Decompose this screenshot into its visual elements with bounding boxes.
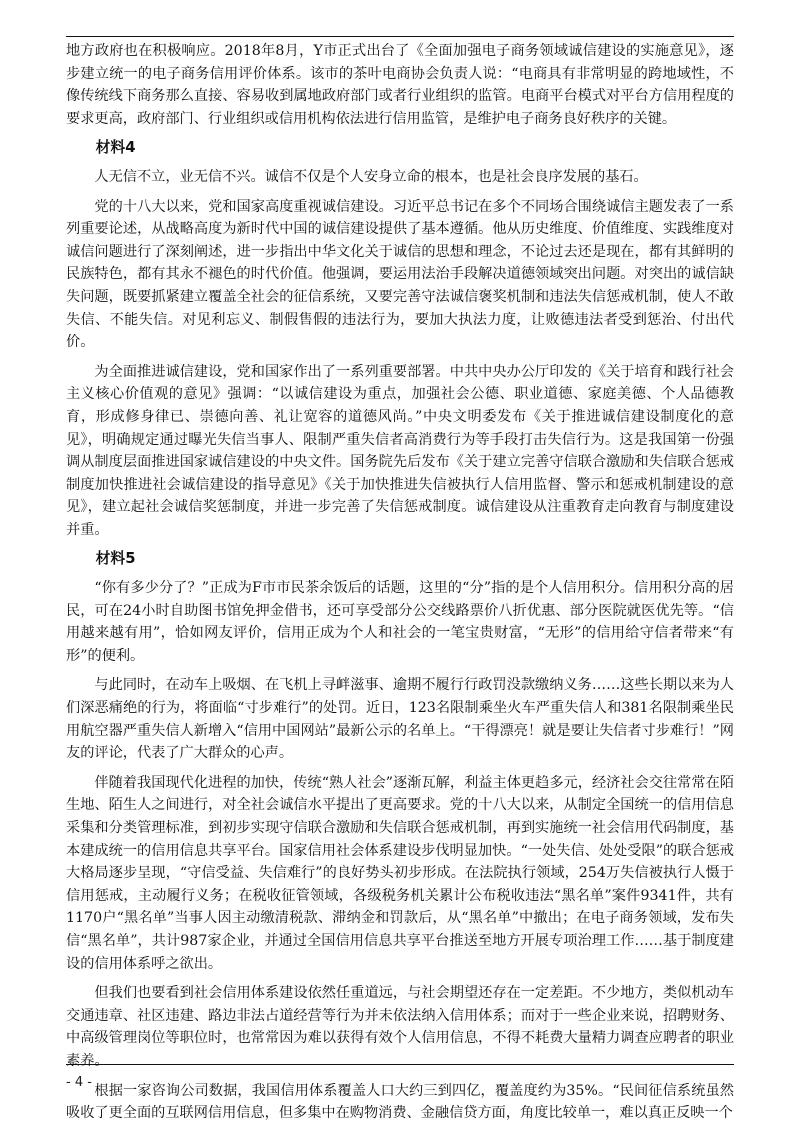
page-number: - 4 - <box>66 1075 92 1090</box>
material-5-paragraph-2: 与此同时，在动车上吸烟、在飞机上寻衅滋事、逾期不履行行政罚没款缴纳义务……这些长期以来为人们深恶痛绝的行为，将面临“寸步难行”的处罚。近日，123名限制乘坐火车严重失信人和381名限制乘坐民用航空器严重失信人新增入“信用中国网站”最新公示的名单上。“干得漂亮！就是要让失信者寸步难行！”网友的评论，代表了广大群众的心声。 <box>66 677 734 762</box>
material-5-paragraph-3: 伴随着我国现代化进程的加快，传统“熟人社会”逐渐瓦解，利益主体更趋多元，经济社会交往常常在陌生地、陌生人之间进行，对全社会诚信水平提出了更高要求。党的十八大以来，从制定全国统一的信用信息采集和分类管理标准，到初步实现守信联合激励和失信联合惩戒机制，再到实施统一社会信用代码制度，基本建成统一的信用信息共享平台。国家信用社会体系建设步伐明显加快。“一处失信、处处受限”的联合惩戒大格局逐步呈现，“守信受益、失信难行”的良好势头初步形成。在法院执行领域，254万失信被执行人慑于信用惩戒，主动履行义务；在税收征管领域，各级税务机关累计公布税收违法“黑名单”案件9341件，共有1170户“黑名单”当事人因主动缴清税款、滞纳金和罚款后，从“黑名单”中撤出；在电子商务领域，发布失信“黑名单”，共计987家企业，并通过全国信用信息共享平台推送至地方开展专项治理工作……基于制度建设的信用体系呼之欲出。 <box>66 774 734 972</box>
intro-paragraph: 地方政府也在积极响应。2018年8月，Y市正式出台了《全面加强电子商务领域诚信建设的实施意见》，逐步建立统一的电子商务信用评价体系。该市的茶叶电商协会负责人说：“电商具有非常明显的跨地域性，不像传统线下商务那么直接、容易收到属地政府部门或者行业组织的监管。电商平台模式对平台方信用程度的要求更高，政府部门、行业组织或信用机构依法进行信用监管，是维护电子商务良好秩序的关键。 <box>66 43 734 127</box>
material-5-paragraph-4: 但我们也要看到社会信用体系建设依然任重道远，与社会期望还存在一定差距。不少地方，类似机动车交通违章、社区违建、路边非法占道经营等行为并未依法纳入信用体系；而对于一些企业来说，招聘财务、中高级管理岗位等职位时，也常常因为难以获得有效个人信用信息，不得不耗费大量精力调查应聘者的职业素养。 <box>66 985 734 1069</box>
material-4-heading: 材料4 <box>95 139 136 157</box>
page-body <box>66 40 734 1132</box>
material-5-heading: 材料5 <box>95 550 136 568</box>
material-4-paragraph-2: 党的十八大以来，党和国家高度重视诚信建设。习近平总书记在多个不同场合围绕诚信主题发表了一系列重要论述，从战略高度为新时代中国的诚信建设提供了基本遵循。他从历史维度、价值维度、实践维度对诚信问题进行了深刻阐述，进一步指出中华文化关于诚信的思想和理念，不论过去还是现在，都有其鲜明的民族特色，都有其永不褪色的时代价值。他强调，要运用法治手段解决道德领域突出问题。对突出的诚信缺失问题，既要抓紧建立覆盖全社会的征信系统，又要完善守法诚信褒奖机制和违法失信惩戒机制，使人不敢失信、不能失信。对见利忘义、制假售假的违法行为，要加大执法力度，让败德违法者受到惩治、付出代价。 <box>66 198 734 351</box>
material-5-paragraph-5: 根据一家咨询公司数据，我国信用体系覆盖人口大约三到四亿，覆盖度约为35%。“民间征信系统虽然吸收了更全面的互联网信用信息，但多集中在购物消费、金融信贷方面，角度比较单一，难以真正反映一个 <box>66 1082 734 1122</box>
footer-rule <box>66 1064 734 1065</box>
header-rule <box>66 36 734 37</box>
material-4-paragraph-3: 为全面推进诚信建设，党和国家作出了一系列重要部署。中共中央办公厅印发的《关于培育和践行社会主义核心价值观的意见》强调：“以诚信建设为重点，加强社会公德、职业道德、家庭美德、个人品德教育，形成修身律已、崇德向善、礼让宽容的道德风尚。”中央文明委发布《关于推进诚信建设制度化的意见》，明确规定通过曝光失信当事人、限制严重失信者高消费行为等手段打击失信行为。这是我国第一份强调从制度层面推进国家诚信建设的中央文件。国务院先后发布《关于建立完善守信联合激励和失信联合惩戒制度加快推进社会诚信建设的指导意见》《关于加快推进失信被执行人信用监督、警示和惩戒机制建设的意见》，建立起社会诚信奖惩制度，并进一步完善了失信惩戒制度。诚信建设从注重教育走向教育与制度建设并重。 <box>66 363 734 538</box>
material-5-paragraph-1: “你有多少分了？”正成为F市市民茶余饭后的话题，这里的“分”指的是个人信用积分。信用积分高的居民，可在24小时自助图书馆免押金借书，还可享受部分公交线路票价八折优惠、部分医院就医优先等。“信用越来越有用”，恰如网友评价，信用正成为个人和社会的一笔宝贵财富，“无形”的信用给守信者带来“有形”的便利。 <box>66 580 734 664</box>
material-4-paragraph-1: 人无信不立，业无信不兴。诚信不仅是个人安身立命的根本，也是社会良序发展的基石。 <box>94 168 648 185</box>
